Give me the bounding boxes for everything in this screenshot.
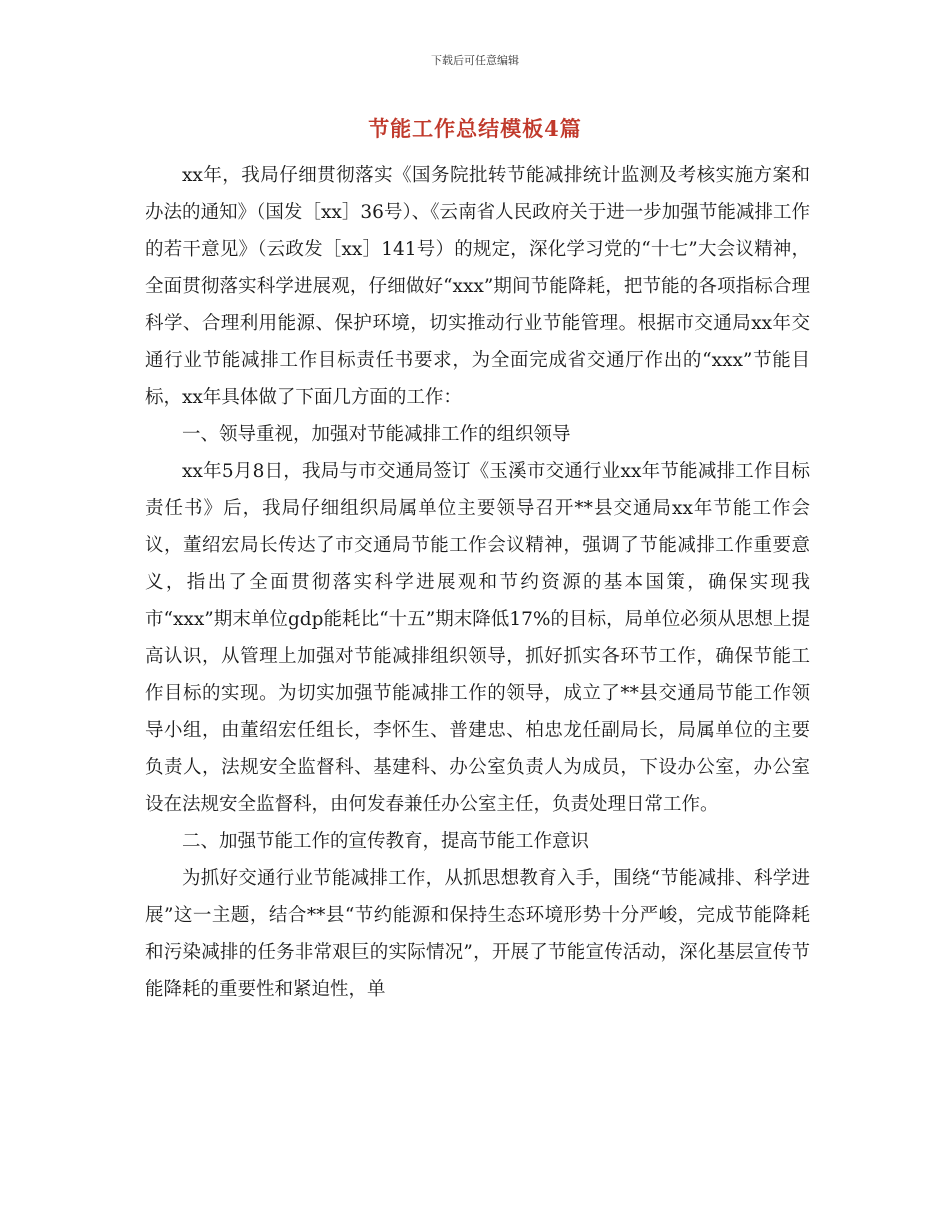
body-paragraph: xx年，我局仔细贯彻落实《国务院批转节能减排统计监测及考核实施方案和办法的通知》（国发［xx］36号）、《云南省人民政府关于进一步加强节能减排工作的若干意见》（云政发［xx］141号）的规定，深化学习党的“十七”大会议精神，全面贯彻落实科学进展观，仔细做好“xxx”期间节能降耗，把节能的各项指标合理科学、合理利用能源、保护环境，切实推动行业节能管理。根据市交通局xx年交通行业节能减排工作目标责任书要求，为全面完成省交通厅作出的“xxx”节能目标，xx年具体做了下面几方面的工作： xyxy=(145,165,810,408)
document-title: 节能工作总结模板4篇 xyxy=(368,116,582,141)
body-paragraph: 为抓好交通行业节能减排工作，从抓思想教育入手，围绕“节能减排、科学进展”这一主题，结合**县“节约能源和保持生态环境形势十分严峻，完成节能降耗和污染减排的任务非常艰巨的实际情况”，开展了节能宣传活动，深化基层宣传节能降耗的重要性和紧迫性，单 xyxy=(145,868,810,1000)
body-paragraph: xx年5月8日，我局与市交通局签订《玉溪市交通行业xx年节能减排工作目标责任书》后，我局仔细组织局属单位主要领导召开**县交通局xx年节能工作会议，董绍宏局长传达了市交通局节能工作会议精神，强调了节能减排工作重要意义，指出了全面贯彻落实科学进展观和节约资源的基本国策，确保实现我市“xxx”期末单位gdp能耗比“十五”期末降低17%的目标，局单位必须从思想上提高认识，从管理上加强对节能减排组织领导，抓好抓实各环节工作，确保节能工作目标的实现。为切实加强节能减排工作的领导，成立了**县交通局节能工作领导小组，由董绍宏任组长，李怀生、普建忠、柏忠龙任副局长，局属单位的主要负责人，法规安全监督科、基建科、办公室负责人为成员，下设办公室，办公室设在法规安全监督科，由何发春兼任办公室主任，负责处理日常工作。 xyxy=(145,461,810,815)
section-heading: 二、加强节能工作的宣传教育，提高节能工作意识 xyxy=(182,831,590,852)
document-body xyxy=(145,157,810,1008)
page-header-note: 下载后可任意编辑 xyxy=(431,54,519,67)
section-heading: 一、领导重视，加强对节能减排工作的组织领导 xyxy=(182,424,571,445)
